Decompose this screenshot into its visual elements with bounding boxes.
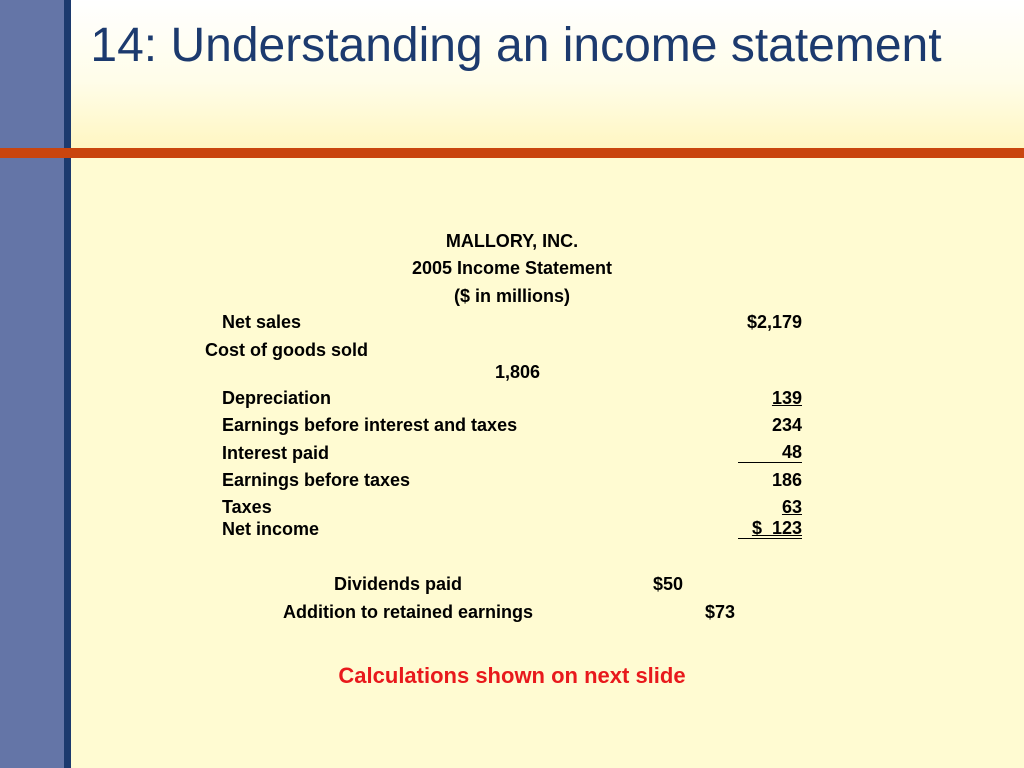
row-label-cogs: Cost of goods sold [205, 340, 368, 360]
row-value-ebt: 186 [771, 470, 802, 490]
statement-name: 2005 Income Statement [411, 258, 613, 278]
statement-units: ($ in millions) [453, 286, 570, 306]
slide-title: 14: Understanding an income statement [90, 19, 942, 72]
sidebar-rule [64, 0, 71, 768]
row-label-ebt: Earnings before taxes [222, 470, 411, 490]
row-value-net-sales: $2,179 [746, 312, 802, 332]
dividends-value: $50 [653, 574, 684, 594]
row-label-net-sales: Net sales [222, 312, 302, 332]
row-value-taxes: 63 [781, 497, 802, 517]
row-value-ebit: 234 [771, 415, 802, 435]
retained-earnings-label: Addition to retained earnings [283, 602, 534, 622]
title-divider [0, 148, 1024, 158]
row-label-net-income: Net income [222, 519, 320, 539]
row-label-taxes: Taxes [222, 497, 272, 517]
row-label-ebit: Earnings before interest and taxes [222, 415, 518, 435]
row-value-depreciation: 139 [771, 388, 802, 408]
retained-earnings-value: $73 [705, 602, 736, 622]
dividends-label: Dividends paid [334, 574, 463, 594]
row-label-interest: Interest paid [222, 443, 330, 463]
row-value-interest: 48 [738, 442, 802, 463]
row-value-net-income: $ 123 [738, 518, 802, 539]
row-value-cogs: 1,806 [494, 362, 540, 382]
next-slide-note: Calculations shown on next slide [338, 663, 686, 688]
row-label-depreciation: Depreciation [222, 388, 332, 408]
company-name: MALLORY, INC. [445, 231, 579, 251]
sidebar-band [0, 0, 64, 768]
